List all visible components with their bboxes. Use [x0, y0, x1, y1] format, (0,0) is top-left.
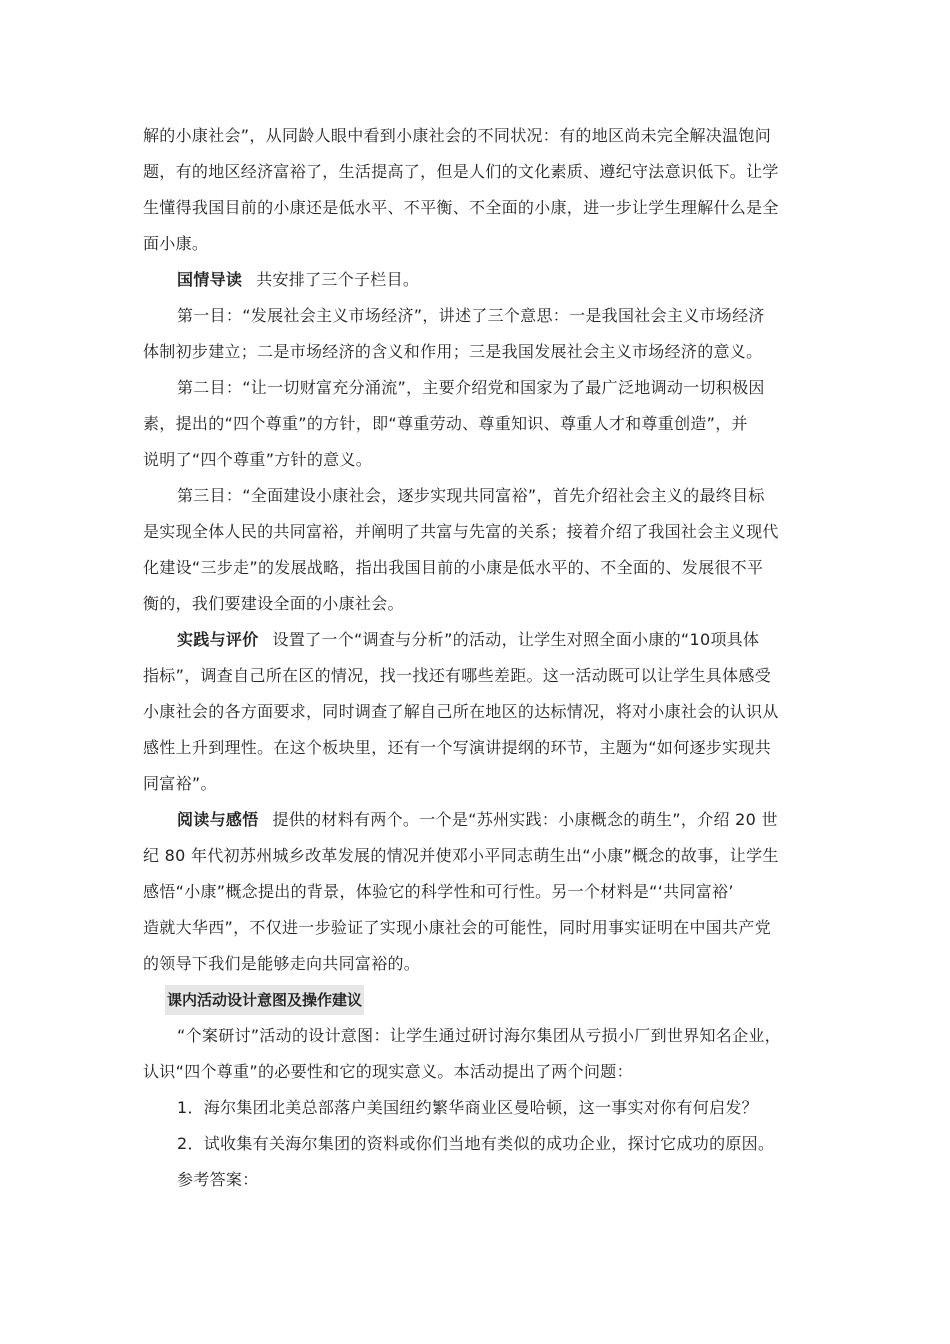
- text-line: 题，有的地区经济富裕了，生活提高了，但是人们的文化素质、遵纪守法意识低下。让学: [143, 162, 779, 181]
- text-line: 纪 80 年代初苏州城乡改革发展的情况并使邓小平同志萌生出“小康”概念的故事，让学生: [143, 846, 779, 865]
- text-line: 是实现全体人民的共同富裕，并阐明了共富与先富的关系；接着介绍了我国社会主义现代: [143, 522, 779, 541]
- text-line: 同富裕”。: [143, 774, 217, 793]
- guoqing-heading: 国情导读: [177, 270, 243, 289]
- text-line: 面小康。: [143, 234, 209, 253]
- text-line: 说明了“四个尊重”方针的意义。: [143, 450, 373, 469]
- guoqing-text: 共安排了三个子栏目。: [256, 270, 420, 289]
- kenei-paragraph: [143, 1018, 808, 1090]
- section-title: 课内活动设计意图及操作建议: [165, 985, 364, 1015]
- question-2: 2．试收集有关海尔集团的资料或你们当地有类似的成功企业，探讨它成功的原因。: [177, 1134, 775, 1153]
- text-line: 衡的，我们要建设全面的小康社会。: [143, 594, 404, 613]
- document-body: [143, 118, 808, 1198]
- text-line: 指标”，调查自己所在区的情况，找一找还有哪些差距。这一活动既可以让学生具体感受: [143, 666, 771, 685]
- text-line: 生懂得我国目前的小康还是低水平、不平衡、不全面的小康，进一步让学生理解什么是全: [143, 198, 779, 217]
- subsection-3-paragraph: [143, 478, 808, 622]
- text-line: “个案研讨”活动的设计意图：让学生通过研讨海尔集团从亏损小厂到世界知名企业，: [177, 1026, 781, 1045]
- shijian-text: 设置了一个“调查与分析”的活动，让学生对照全面小康的“10项具体: [272, 630, 760, 649]
- question-1: 1．海尔集团北美总部落户美国纽约繁华商业区曼哈顿，这一事实对你有何启发？: [177, 1098, 758, 1117]
- text-line: 感性上升到理性。在这个板块里，还有一个写演讲提纲的环节，主题为“如何逐步实现共: [143, 738, 771, 757]
- subsection-2-paragraph: [143, 370, 808, 478]
- text-line: 解的小康社会”，从同龄人眼中看到小康社会的不同状况：有的地区尚未完全解决温饱问: [143, 126, 771, 145]
- text-line: 认识“四个尊重”的必要性和它的现实意义。本活动提出了两个问题：: [143, 1062, 633, 1081]
- guoqing-paragraph: [143, 262, 808, 298]
- shijian-paragraph: [143, 622, 808, 802]
- text-line: 素，提出的“四个尊重”的方针，即“尊重劳动、尊重知识、尊重人才和尊重创造”，并: [143, 414, 748, 433]
- text-line: 化建设“三步走”的发展战略，指出我国目前的小康是低水平的、不全面的、发展很不平: [143, 558, 764, 577]
- yuedu-paragraph: [143, 802, 808, 982]
- subsection-1-paragraph: [143, 298, 808, 370]
- answer-label: 参考答案：: [177, 1170, 259, 1189]
- text-line: 第二目：“让一切财富充分涌流”，主要介绍党和国家为了最广泛地调动一切积极因: [177, 378, 765, 397]
- text-line: 第一目：“发展社会主义市场经济”，讲述了三个意思：一是我国社会主义市场经济: [177, 306, 765, 325]
- text-line: 体制初步建立；二是市场经济的含义和作用；三是我国发展社会主义市场经济的意义。: [143, 342, 763, 361]
- intro-paragraph: [143, 118, 808, 262]
- text-line: 第三目：“全面建设小康社会，逐步实现共同富裕”，首先介绍社会主义的最终目标: [177, 486, 765, 505]
- section-title-row: [143, 982, 808, 1018]
- text-line: 感悟“小康”概念提出的背景，体验它的科学性和可行性。另一个材料是“‘共同富裕’: [143, 882, 734, 901]
- yuedu-text: 提供的材料有两个。一个是“苏州实践：小康概念的萌生”，介绍 20 世: [272, 810, 778, 829]
- text-line: 的领导下我们是能够走向共同富裕的。: [143, 954, 421, 973]
- text-line: [143, 622, 808, 658]
- text-line: [143, 802, 808, 838]
- text-line: 小康社会的各方面要求，同时调查了解自己所在地区的达标情况，将对小康社会的认识从: [143, 702, 779, 721]
- text-line: 造就大华西”，不仅进一步验证了实现小康社会的可能性，同时用事实证明在中国共产党: [143, 918, 771, 937]
- yuedu-heading: 阅读与感悟: [177, 810, 259, 829]
- shijian-heading: 实践与评价: [177, 630, 259, 649]
